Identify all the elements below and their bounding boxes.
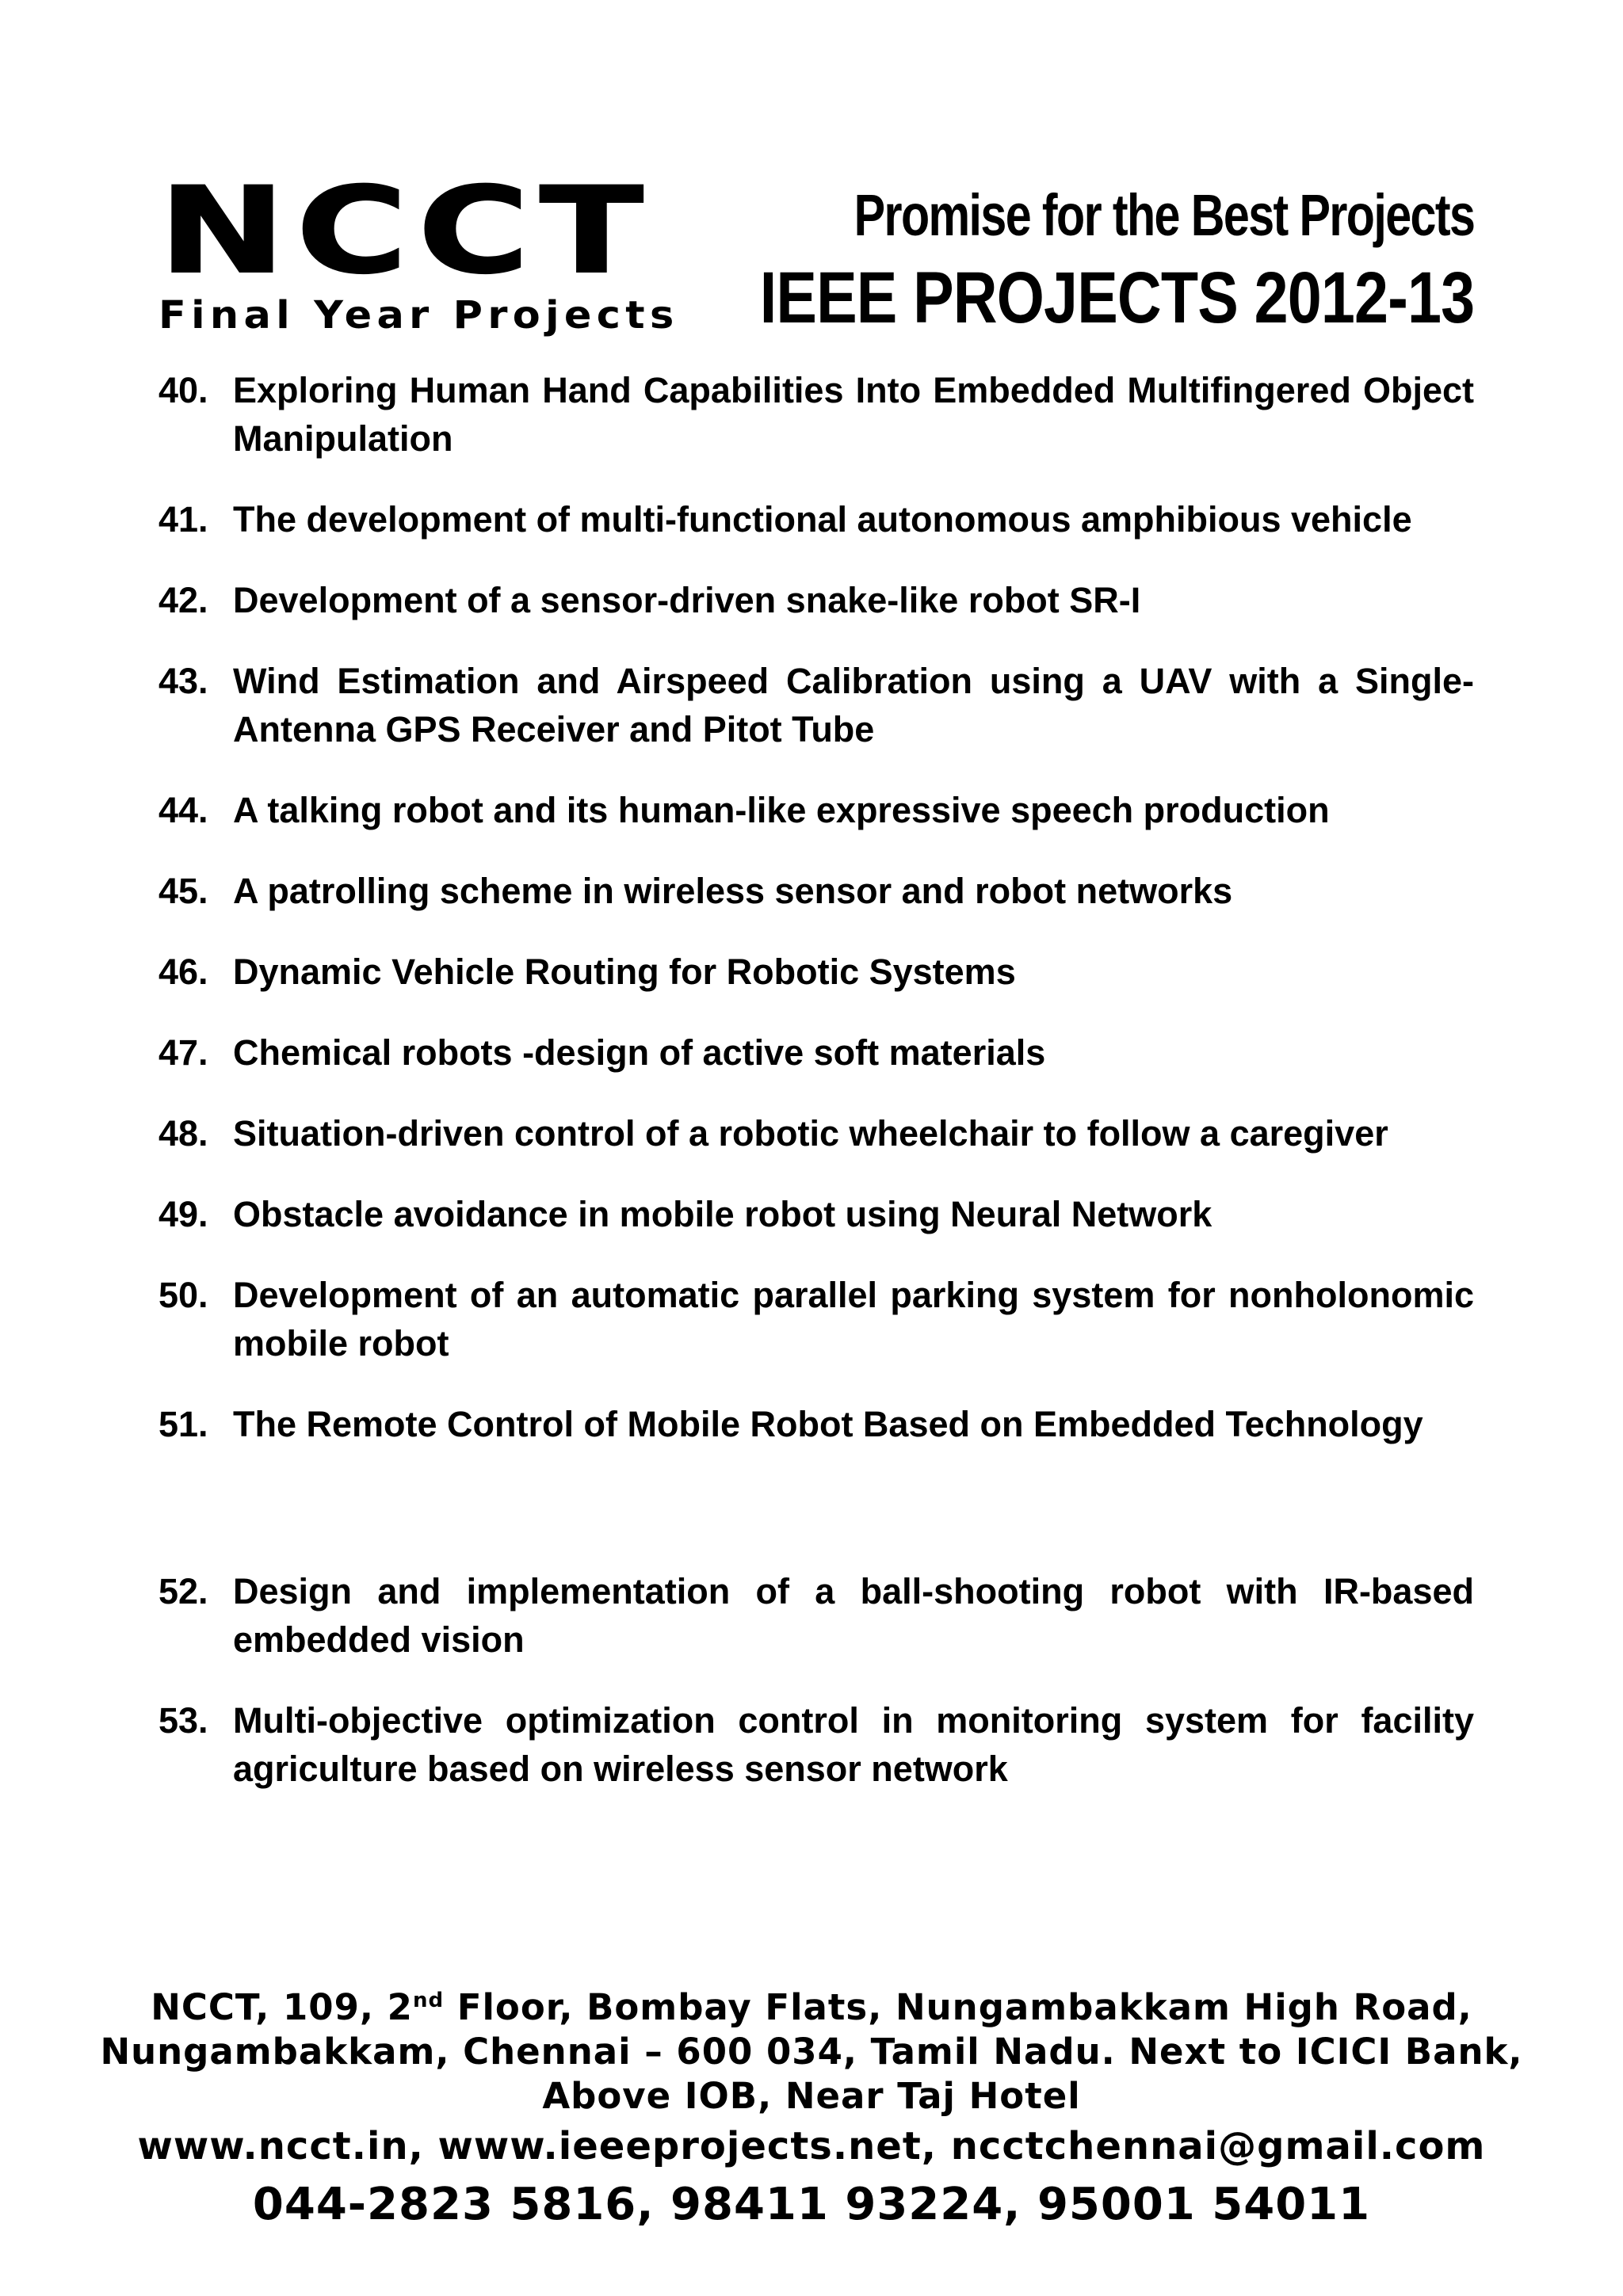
address-line-start: NCCT, 109, 2	[151, 1986, 413, 2028]
list-item	[158, 1696, 1474, 1793]
logo-wordmark: NCCT	[158, 162, 654, 300]
logo-subtitle: Final Year Projects	[158, 293, 679, 338]
item-number: 45.	[158, 871, 208, 911]
contact-footer	[79, 1985, 1544, 2233]
promise-heading: Promise for the Best Projects	[854, 182, 1474, 248]
item-number: 51.	[158, 1404, 208, 1444]
project-list	[158, 366, 1474, 1793]
address-line-rest: Floor, Bombay Flats, Nungambakkam High Road, Nungambakkam, Chennai – 600 034, Tamil Nadu. Next to ICICI Bank, Above IOB, Near Taj Hotel	[100, 1986, 1523, 2117]
list-item	[158, 1400, 1474, 1448]
list-item	[158, 1028, 1474, 1077]
list-item	[158, 786, 1474, 834]
ordinal-suffix: nd	[412, 1989, 445, 2012]
list-item	[158, 948, 1474, 996]
item-number: 46.	[158, 952, 208, 992]
item-title: Multi-objective optimization control in monitoring system for facility agriculture based on wireless sensor network	[233, 1700, 1474, 1789]
item-number: 43.	[158, 661, 208, 701]
list-item	[158, 495, 1474, 543]
item-number: 52.	[158, 1571, 208, 1611]
item-title: The development of multi-functional autonomous amphibious vehicle	[233, 499, 1412, 540]
item-title: The Remote Control of Mobile Robot Based on Embedded Technology	[233, 1404, 1423, 1444]
item-number: 49.	[158, 1194, 208, 1234]
header-tagline	[624, 184, 1474, 338]
item-number: 50.	[158, 1275, 208, 1315]
address	[79, 1985, 1544, 2119]
item-title: Obstacle avoidance in mobile robot using Neural Network	[233, 1194, 1212, 1234]
item-number: 42.	[158, 580, 208, 620]
ieee-projects-heading: IEEE PROJECTS 2012-13	[759, 257, 1474, 338]
item-title: Wind Estimation and Airspeed Calibration using a UAV with a Single-Antenna GPS Receiver and Pitot Tube	[233, 661, 1474, 749]
phone-numbers: 044-2823 5816, 98411 93224, 95001 54011	[252, 2179, 1371, 2230]
item-title: Development of an automatic parallel parking system for nonholonomic mobile robot	[233, 1275, 1474, 1363]
item-title: Design and implementation of a ball-shooting robot with IR-based embedded vision	[233, 1571, 1474, 1660]
item-title: Exploring Human Hand Capabilities Into Embedded Multifingered Object Manipulation	[233, 370, 1474, 459]
item-number: 47.	[158, 1032, 208, 1073]
list-item	[158, 1109, 1474, 1158]
list-item	[158, 1190, 1474, 1238]
item-number: 40.	[158, 370, 208, 410]
item-title: Development of a sensor-driven snake-like robot SR-I	[233, 580, 1141, 620]
list-item	[158, 576, 1474, 624]
item-title: Situation-driven control of a robotic wheelchair to follow a caregiver	[233, 1113, 1388, 1154]
page-header	[0, 0, 1623, 341]
list-item	[158, 867, 1474, 915]
list-item	[158, 657, 1474, 753]
item-title: A patrolling scheme in wireless sensor and robot networks	[233, 871, 1233, 911]
item-number: 53.	[158, 1700, 208, 1741]
list-item	[158, 366, 1474, 463]
item-number: 41.	[158, 499, 208, 540]
item-number: 44.	[158, 790, 208, 830]
list-item	[158, 1567, 1474, 1664]
web-and-email: www.ncct.in, www.ieeeprojects.net, ncctchennai@gmail.com	[137, 2124, 1486, 2168]
list-item	[158, 1271, 1474, 1367]
item-title: A talking robot and its human-like expressive speech production	[233, 790, 1330, 830]
item-title: Chemical robots -design of active soft materials	[233, 1032, 1046, 1073]
item-number: 48.	[158, 1113, 208, 1154]
item-title: Dynamic Vehicle Routing for Robotic Systems	[233, 952, 1016, 992]
